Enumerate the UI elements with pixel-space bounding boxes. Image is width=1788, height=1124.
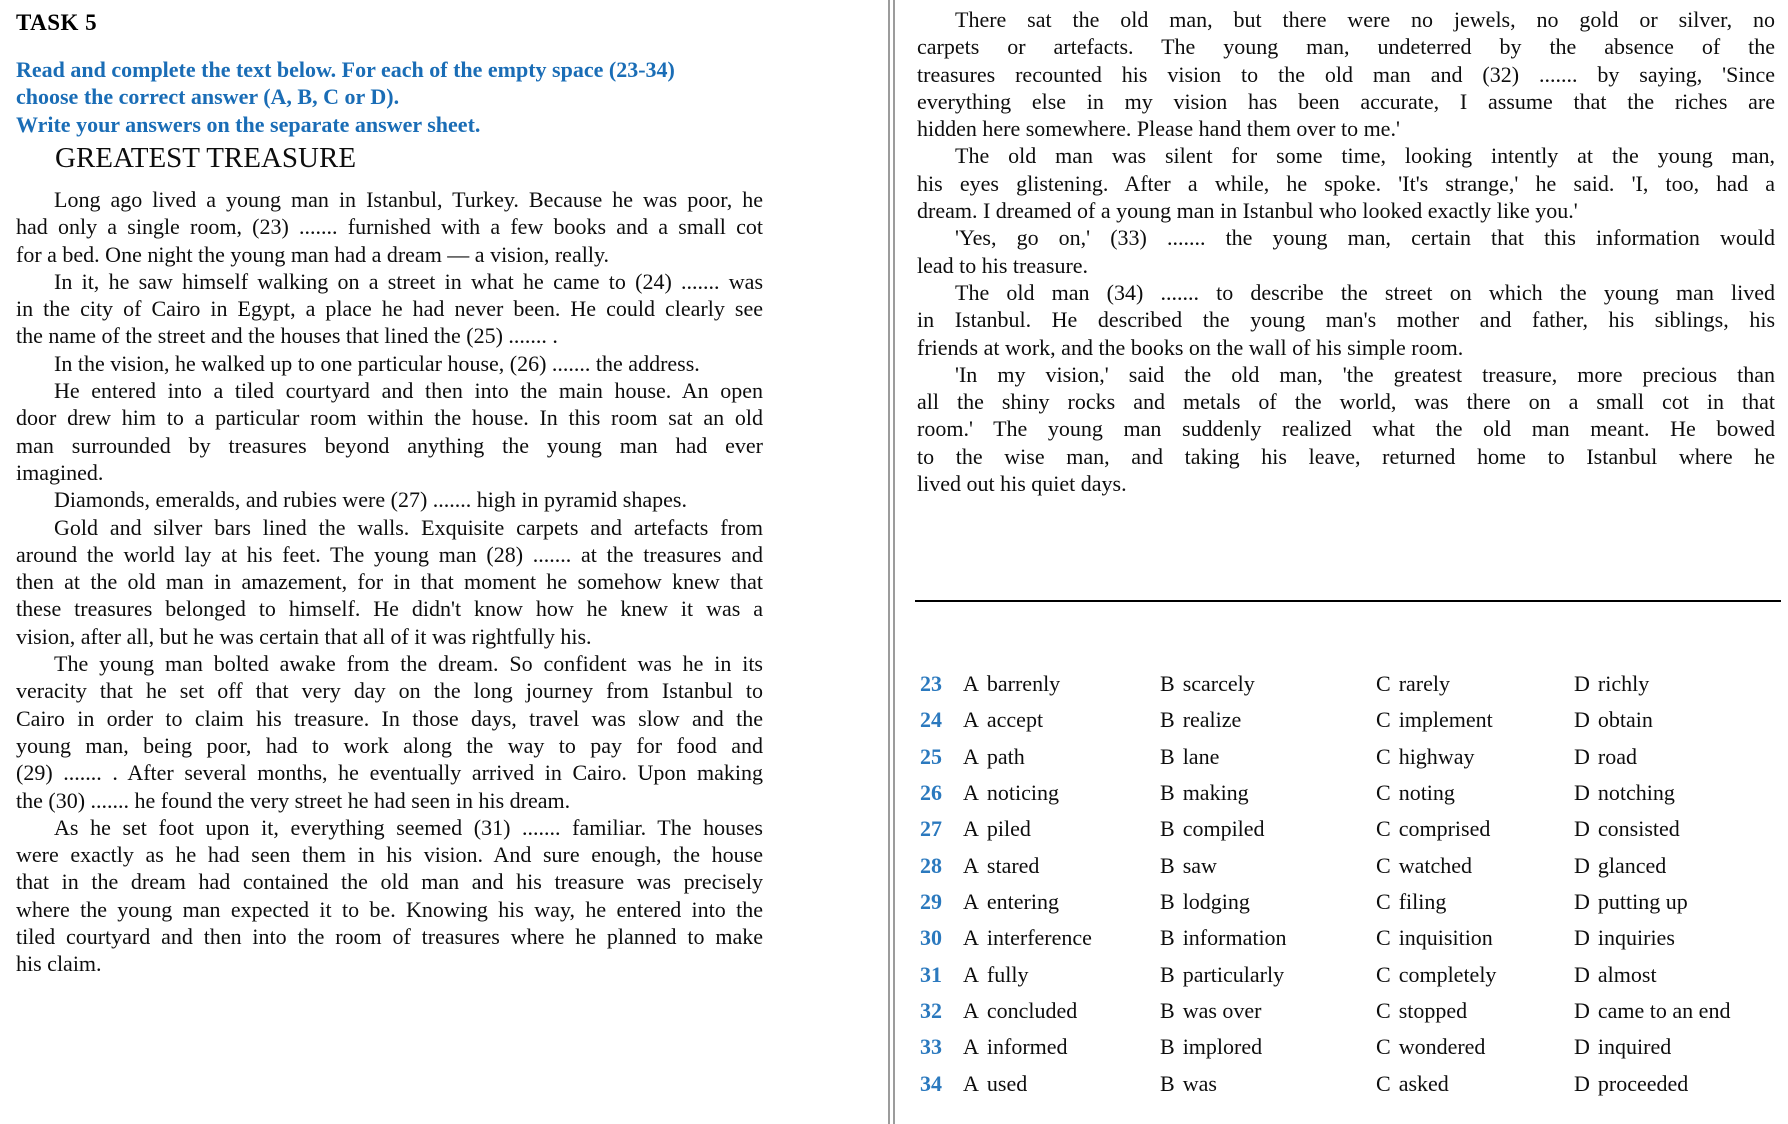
question-row xyxy=(917,993,1785,1029)
story-line: the name of the street and the houses that lined the (25) ....... . xyxy=(16,323,558,349)
option-letter: B xyxy=(1160,780,1175,806)
option-text: fully xyxy=(986,961,1029,987)
question-row xyxy=(917,957,1785,993)
option-text: particularly xyxy=(1182,961,1285,987)
option-text: used xyxy=(986,1070,1028,1096)
option-text: came to an end xyxy=(1597,998,1731,1024)
option-a xyxy=(963,816,1160,842)
option-letter: D xyxy=(1574,998,1590,1024)
option-d xyxy=(1574,671,1785,697)
option-letter: A xyxy=(963,743,979,769)
option-c xyxy=(1376,744,1574,770)
option-text: glanced xyxy=(1597,852,1667,878)
question-number: 29 xyxy=(920,889,942,915)
story-line: that in the dream had contained the old man and his treasure was precisely xyxy=(16,869,763,895)
option-text: stared xyxy=(986,852,1040,878)
story-line: lived out his quiet days. xyxy=(917,471,1127,497)
option-letter: A xyxy=(963,780,979,806)
story-left-column xyxy=(16,186,763,978)
option-c xyxy=(1376,780,1574,806)
option-c xyxy=(1376,925,1574,951)
question-row xyxy=(917,739,1785,775)
option-text: making xyxy=(1182,780,1249,806)
story-line: Gold and silver bars lined the walls. Exquisite carpets and artefacts from xyxy=(54,514,763,540)
option-d xyxy=(1574,998,1785,1024)
option-text: implored xyxy=(1182,1034,1263,1060)
option-text: compiled xyxy=(1182,816,1265,842)
option-a xyxy=(963,1071,1160,1097)
option-text: was xyxy=(1182,1070,1217,1096)
option-c xyxy=(1376,671,1574,697)
question-row xyxy=(917,702,1785,738)
story-line: everything else in my vision has been accurate, I assume that the riches are xyxy=(917,88,1775,114)
story-line: around the world lay at his feet. The young man (28) ....... at the treasures and xyxy=(16,541,763,567)
option-letter: B xyxy=(1160,816,1175,842)
option-d xyxy=(1574,707,1785,733)
question-row xyxy=(917,775,1785,811)
story-line: vision, after all, but he was certain that all of it was rightfully his. xyxy=(16,623,592,649)
option-text: proceeded xyxy=(1597,1070,1689,1096)
story-line: Cairo in order to claim his treasure. In those days, travel was slow and the xyxy=(16,705,763,731)
option-letter: B xyxy=(1160,889,1175,915)
option-letter: C xyxy=(1376,707,1391,733)
question-number: 31 xyxy=(920,961,942,987)
option-a xyxy=(963,962,1160,988)
instruction-line: Read and complete the text below. For each of the empty space (23-34) xyxy=(16,57,675,82)
option-c xyxy=(1376,853,1574,879)
question-number: 26 xyxy=(920,780,942,806)
story-line: his eyes glistening. After a while, he spoke. 'It's strange,' he said. 'I, too, had a xyxy=(917,170,1775,196)
option-letter: D xyxy=(1574,707,1590,733)
option-letter: A xyxy=(963,1034,979,1060)
story-line: The old man was silent for some time, looking intently at the young man, xyxy=(955,143,1775,169)
option-letter: D xyxy=(1574,1070,1590,1096)
story-line: were exactly as he had seen them in his vision. And sure enough, the house xyxy=(16,842,763,868)
option-b xyxy=(1160,853,1376,879)
option-letter: C xyxy=(1376,780,1391,806)
story-line: dream. I dreamed of a young man in Istanbul who looked exactly like you.' xyxy=(917,198,1578,224)
instruction-line: Write your answers on the separate answer sheet. xyxy=(16,111,481,137)
option-a xyxy=(963,707,1160,733)
question-row xyxy=(917,811,1785,847)
question-row xyxy=(917,920,1785,956)
story-line: friends at work, and the books on the wall of his simple room. xyxy=(917,334,1464,360)
option-text: entering xyxy=(986,889,1059,915)
option-a xyxy=(963,744,1160,770)
story-line: imagined. xyxy=(16,459,104,485)
option-letter: B xyxy=(1160,961,1175,987)
option-a xyxy=(963,780,1160,806)
question-row xyxy=(917,1029,1785,1065)
question-row xyxy=(917,884,1785,920)
instructions-block xyxy=(16,56,776,138)
option-text: notching xyxy=(1597,780,1675,806)
option-text: inquired xyxy=(1597,1034,1672,1060)
story-line: lead to his treasure. xyxy=(917,252,1089,278)
story-line: his claim. xyxy=(16,951,102,977)
option-d xyxy=(1574,962,1785,988)
option-letter: C xyxy=(1376,816,1391,842)
option-b xyxy=(1160,889,1376,915)
option-d xyxy=(1574,1071,1785,1097)
story-line: There sat the old man, but there were no jewels, no gold or silver, no xyxy=(955,7,1775,32)
option-letter: C xyxy=(1376,1034,1391,1060)
option-letter: C xyxy=(1376,998,1391,1024)
story-line: 'In my vision,' said the old man, 'the greatest treasure, more precious than xyxy=(955,361,1775,387)
question-number: 32 xyxy=(920,998,942,1024)
option-text: scarcely xyxy=(1182,671,1255,697)
story-line: In the vision, he walked up to one particular house, (26) ....... the address. xyxy=(54,350,700,376)
option-text: information xyxy=(1182,925,1287,951)
option-text: noting xyxy=(1398,780,1455,806)
option-text: road xyxy=(1597,743,1637,769)
question-number: 23 xyxy=(920,671,942,697)
option-letter: B xyxy=(1160,998,1175,1024)
story-line: hidden here somewhere. Please hand them over to me.' xyxy=(917,116,1400,142)
story-line: room.' The young man suddenly realized what the old man meant. He bowed xyxy=(917,416,1775,442)
option-text: inquisition xyxy=(1398,925,1493,951)
story-line: had only a single room, (23) ....... furnished with a few books and a small cot xyxy=(16,214,763,240)
question-number: 33 xyxy=(920,1034,942,1060)
option-text: informed xyxy=(986,1034,1068,1060)
question-number: 27 xyxy=(920,816,942,842)
option-letter: D xyxy=(1574,1034,1590,1060)
option-letter: C xyxy=(1376,743,1391,769)
question-row xyxy=(917,666,1785,702)
option-b xyxy=(1160,962,1376,988)
questions-table xyxy=(917,666,1785,1102)
option-text: wondered xyxy=(1398,1034,1486,1060)
option-text: implement xyxy=(1398,707,1493,733)
option-letter: C xyxy=(1376,1070,1391,1096)
option-letter: C xyxy=(1376,852,1391,878)
option-letter: B xyxy=(1160,925,1175,951)
option-c xyxy=(1376,962,1574,988)
story-line: man surrounded by treasures beyond anything the young man had ever xyxy=(16,432,763,458)
question-row xyxy=(917,1066,1785,1102)
option-b xyxy=(1160,1071,1376,1097)
option-b xyxy=(1160,1034,1376,1060)
story-line: Long ago lived a young man in Istanbul, Turkey. Because he was poor, he xyxy=(54,187,763,212)
option-d xyxy=(1574,780,1785,806)
question-number: 28 xyxy=(920,852,942,878)
section-divider-rule xyxy=(915,600,1781,602)
story-line: in Istanbul. He described the young man's mother and father, his siblings, his xyxy=(917,307,1775,333)
option-letter: A xyxy=(963,889,979,915)
option-letter: B xyxy=(1160,707,1175,733)
option-a xyxy=(963,853,1160,879)
option-b xyxy=(1160,707,1376,733)
task-heading: TASK 5 xyxy=(16,10,98,35)
instruction-line: choose the correct answer (A, B, C or D). xyxy=(16,84,400,110)
option-text: almost xyxy=(1597,961,1657,987)
story-line: young man, being poor, had to work along the way to pay for food and xyxy=(16,732,763,758)
story-line: 'Yes, go on,' (33) ....... the young man, certain that this information would xyxy=(955,225,1775,251)
option-letter: B xyxy=(1160,852,1175,878)
option-letter: D xyxy=(1574,743,1590,769)
option-letter: A xyxy=(963,961,979,987)
option-d xyxy=(1574,816,1785,842)
story-line: treasures recounted his vision to the old man and (32) ....... by saying, 'Since xyxy=(917,61,1775,87)
option-letter: A xyxy=(963,1070,979,1096)
option-text: piled xyxy=(986,816,1031,842)
option-b xyxy=(1160,744,1376,770)
option-letter: D xyxy=(1574,816,1590,842)
option-d xyxy=(1574,1034,1785,1060)
option-c xyxy=(1376,816,1574,842)
option-text: asked xyxy=(1398,1070,1449,1096)
option-text: inquiries xyxy=(1597,925,1675,951)
option-a xyxy=(963,925,1160,951)
option-letter: D xyxy=(1574,671,1590,697)
option-text: barrenly xyxy=(986,671,1061,697)
option-c xyxy=(1376,707,1574,733)
option-c xyxy=(1376,889,1574,915)
option-text: realize xyxy=(1182,707,1242,733)
story-line: the (30) ....... he found the very street he had seen in his dream. xyxy=(16,787,571,813)
option-d xyxy=(1574,889,1785,915)
option-text: rarely xyxy=(1398,671,1450,697)
story-line: for a bed. One night the young man had a dream — a vision, really. xyxy=(16,241,610,267)
option-text: path xyxy=(986,743,1025,769)
option-text: watched xyxy=(1398,852,1472,878)
option-letter: C xyxy=(1376,889,1391,915)
option-letter: B xyxy=(1160,1070,1175,1096)
option-c xyxy=(1376,1071,1574,1097)
option-text: filing xyxy=(1398,889,1447,915)
option-text: interference xyxy=(986,925,1092,951)
story-line: then at the old man in amazement, for in that moment he somehow knew that xyxy=(16,569,763,595)
option-letter: A xyxy=(963,852,979,878)
option-letter: D xyxy=(1574,852,1590,878)
option-letter: D xyxy=(1574,961,1590,987)
option-b xyxy=(1160,816,1376,842)
option-letter: B xyxy=(1160,1034,1175,1060)
story-line: to the wise man, and taking his leave, returned home to Istanbul where he xyxy=(917,443,1775,469)
question-row xyxy=(917,848,1785,884)
option-letter: C xyxy=(1376,961,1391,987)
story-line: As he set foot upon it, everything seemed (31) ....... familiar. The houses xyxy=(54,814,763,840)
story-line: In it, he saw himself walking on a street in what he came to (24) ....... was xyxy=(54,268,763,294)
option-c xyxy=(1376,1034,1574,1060)
option-text: was over xyxy=(1182,998,1262,1024)
option-d xyxy=(1574,853,1785,879)
option-d xyxy=(1574,925,1785,951)
story-line: He entered into a tiled courtyard and then into the main house. An open xyxy=(54,378,763,404)
option-text: richly xyxy=(1597,671,1650,697)
story-line: door drew him to a particular room within the house. In this room sat an old xyxy=(16,405,763,431)
option-letter: A xyxy=(963,998,979,1024)
story-line: carpets or artefacts. The young man, undeterred by the absence of the xyxy=(917,34,1775,60)
story-line: The old man (34) ....... to describe the street on which the young man lived xyxy=(955,279,1775,305)
option-letter: A xyxy=(963,816,979,842)
option-text: lodging xyxy=(1182,889,1250,915)
option-letter: A xyxy=(963,707,979,733)
story-line: The young man bolted awake from the dream. So confident was he in its xyxy=(54,651,763,677)
option-text: obtain xyxy=(1597,707,1653,733)
option-text: saw xyxy=(1182,852,1217,878)
option-letter: B xyxy=(1160,743,1175,769)
option-text: completely xyxy=(1398,961,1497,987)
option-letter: C xyxy=(1376,925,1391,951)
option-a xyxy=(963,889,1160,915)
story-title: GREATEST TREASURE xyxy=(55,142,357,174)
option-b xyxy=(1160,671,1376,697)
story-line: where the young man expected it to be. Knowing his way, he entered into the xyxy=(16,896,763,922)
option-text: noticing xyxy=(986,780,1059,806)
story-line: all the shiny rocks and metals of the world, was there on a small cot in that xyxy=(917,389,1775,415)
option-text: accept xyxy=(986,707,1044,733)
story-line: veracity that he set off that very day on the long journey from Istanbul to xyxy=(16,678,763,704)
option-letter: D xyxy=(1574,889,1590,915)
option-text: concluded xyxy=(986,998,1078,1024)
option-letter: D xyxy=(1574,925,1590,951)
option-a xyxy=(963,671,1160,697)
option-d xyxy=(1574,744,1785,770)
question-number: 24 xyxy=(920,707,942,733)
option-letter: B xyxy=(1160,671,1175,697)
story-line: in the city of Cairo in Egypt, a place he had never been. He could clearly see xyxy=(16,296,763,322)
story-line: these treasures belonged to himself. He didn't know how he knew it was a xyxy=(16,596,763,622)
option-letter: C xyxy=(1376,671,1391,697)
story-right-column xyxy=(917,6,1775,497)
option-b xyxy=(1160,998,1376,1024)
option-letter: D xyxy=(1574,780,1590,806)
option-text: highway xyxy=(1398,743,1475,769)
column-divider xyxy=(888,0,895,1124)
question-number: 34 xyxy=(920,1070,942,1096)
option-letter: A xyxy=(963,671,979,697)
option-text: lane xyxy=(1182,743,1220,769)
option-text: putting up xyxy=(1597,889,1688,915)
story-line: (29) ....... . After several months, he eventually arrived in Cairo. Upon making xyxy=(16,760,763,786)
option-a xyxy=(963,998,1160,1024)
option-text: consisted xyxy=(1597,816,1680,842)
option-b xyxy=(1160,925,1376,951)
option-c xyxy=(1376,998,1574,1024)
option-a xyxy=(963,1034,1160,1060)
question-number: 25 xyxy=(920,743,942,769)
story-line: tiled courtyard and then into the room of treasures where he planned to make xyxy=(16,924,763,950)
story-line: Diamonds, emeralds, and rubies were (27) ....... high in pyramid shapes. xyxy=(54,487,687,513)
question-number: 30 xyxy=(920,925,942,951)
option-b xyxy=(1160,780,1376,806)
option-text: comprised xyxy=(1398,816,1491,842)
option-letter: A xyxy=(963,925,979,951)
option-text: stopped xyxy=(1398,998,1468,1024)
